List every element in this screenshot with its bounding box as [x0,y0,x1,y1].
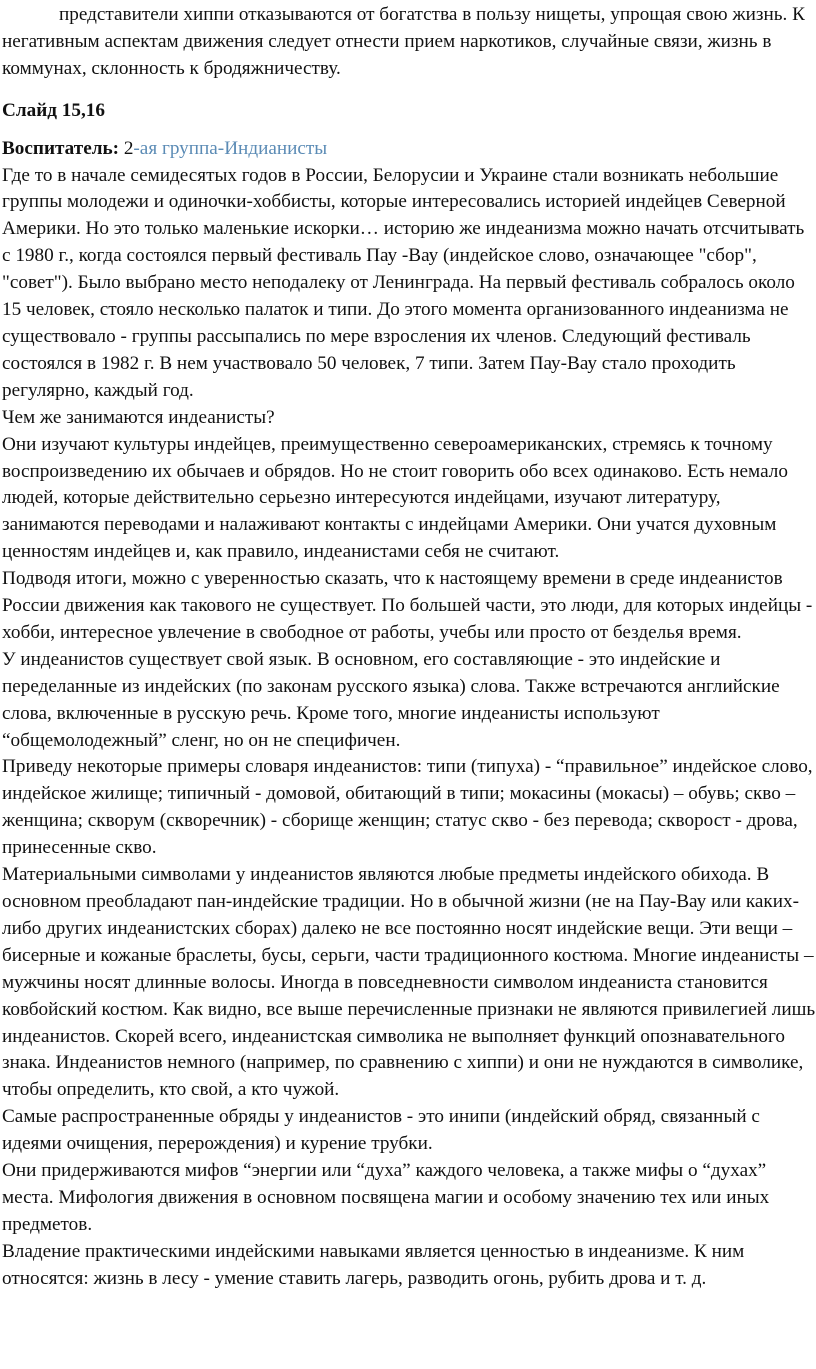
paragraph-question: Чем же занимаются индеанисты? [2,406,275,428]
paragraph-symbols: Материальными символами у индеанистов являются любые предметы индейского обихода. В основном преобладают пан-индейские традиции. Но в обычной жизни (не на Пау-Вау или каких-либо других индеанистских сборах) далеко не все постоянно носят индейские вещи. Эти вещи – бисерные и кожаные браслеты, бусы, серьги, части традиционного костюма. Многие индеанисты – мужчины носят длинные волосы. Иногда в повседневности символом индеаниста становится ковбойский костюм. Как видно, все выше перечисленные признаки не являются привилегией лишь индеанистов. Скорей всего, индеанистская символика не выполняет функций опознавательного знака. Индеанистов немного (например, по сравнению с хиппи) и они не нуждаются в символике, чтобы определить, кто свой, а кто чужой. [2,864,816,1101]
group-number: 2 [123,137,134,159]
slide-heading: Слайд 15,16 [2,99,105,121]
paragraph-summary: Подводя итоги, можно с уверенностью сказать, что к настоящему времени в среде индеанистов России движения как такового не существует. По большей части, это люди, для которых индейцы - хобби, интересное увлечение в свободное от работы, учебы или просто от безделья время. [2,568,813,643]
paragraph-vocabulary: Приведу некоторые примеры словаря индеанистов: типи (типуха) - “правильное” индейское слово, индейское жилище; типичный - домовой, обитающий в типи; мокасины (мокасы) – обувь; скво – женщина; скворум (скворечник) - сборище женщин; статус скво - без перевода; скворост - дрова, принесенные скво. [2,756,813,859]
paragraph-history: Где то в начале семидесятых годов в России, Белорусии и Украине стали возникать небольшие группы молодежи и одиночки-хоббисты, которые интересовались историей индейцев Северной Америки. Но это только маленькие искорки… историю же индеанизма можно начать отсчитывать с 1980 г., когда состоялся первый фестиваль Пау -Вау (индейское слово, означающее "сбор", "совет"). Было выбрано место неподалеку от Ленинграда. На первый фестиваль собралось около 15 человек, стояло несколько палаток и типи. До этого момента организованного индеанизма не существовало - группы рассыпались по мере взросления их членов. Следующий фестиваль состоялся в 1982 г. В нем участвовало 50 человек, 7 типи. Затем Пау-Вау стало проходить регулярно, каждый год. [2,164,805,401]
paragraph-language: У индеанистов существует свой язык. В основном, его составляющие - это индейские и переделанные из индейских (по законам русского языка) слова. Также встречаются английские слова, включенные в русскую речь. Кроме того, многие индеанисты используют “общемолодежный” сленг, но он не специфичен. [2,648,780,751]
speaker-label: Воспитатель: [2,137,120,159]
speaker-line [2,136,816,163]
paragraph-myths: Они придерживаются мифов “энергии или “духа” каждого человека, а также мифы о “духах” места. Мифология движения в основном посвящена магии и особому значению тех или иных предметов. [2,1160,770,1235]
paragraph-rituals: Самые распространенные обряды у индеанистов - это инипи (индейский обряд, связанный с идеями очищения, перерождения) и курение трубки. [2,1106,760,1155]
intro-paragraph: представители хиппи отказываются от богатства в пользу нищеты, упрощая свою жизнь. К негативным аспектам движения следует отнести прием наркотиков, случайные связи, жизнь в коммунах, склонность к бродяжничеству. [2,4,805,79]
group-label: -ая группа-Индианисты [133,137,328,159]
paragraph-activities: Они изучают культуры индейцев, преимущественно североамериканских, стремясь к точному воспроизведению их обычаев и обрядов. Но не стоит говорить обо всех одинаково. Есть немало людей, которые действительно серьезно интересуются индейцами, изучают литературу, занимаются переводами и налаживают контакты с индейцами Америки. Они учатся духовным ценностям индейцев и, как правило, индеанистами себя не считают. [2,433,788,563]
paragraph-skills: Владение практическими индейскими навыками является ценностью в индеанизме. К ним относятся: жизнь в лесу - умение ставить лагерь, разводить огонь, рубить дрова и т. д. [2,1240,745,1289]
